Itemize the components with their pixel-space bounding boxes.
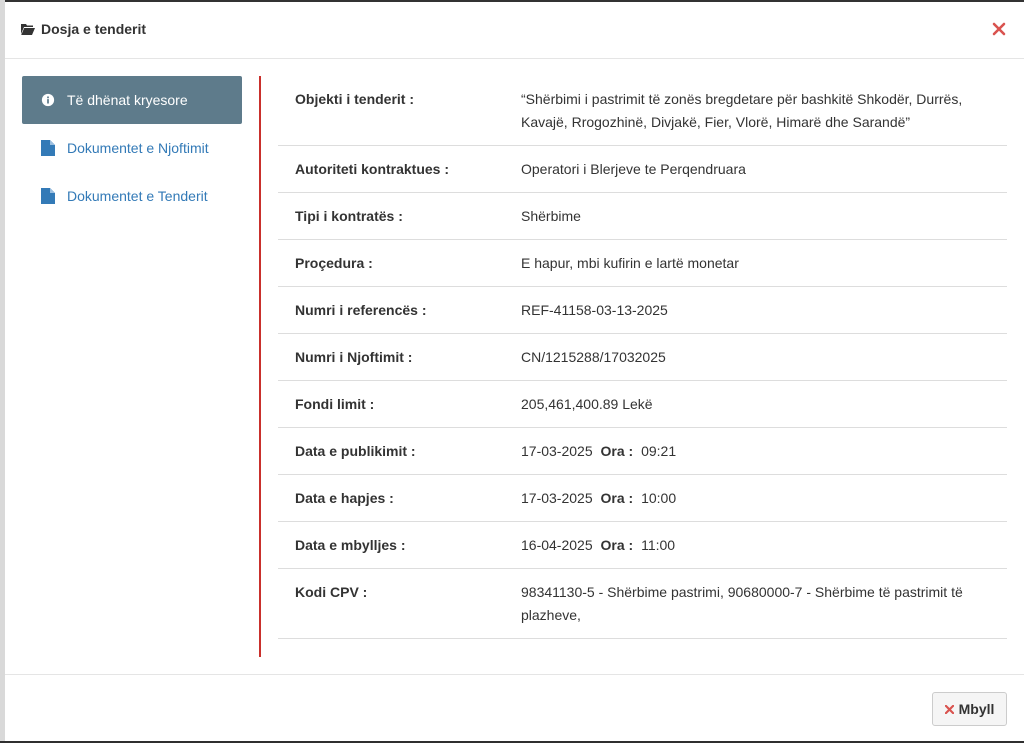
nav-item-tender-documents[interactable]: [22, 172, 242, 220]
time-label: Ora :: [600, 490, 634, 506]
info-circle-icon: [41, 92, 55, 108]
detail-row-notice-number: [278, 334, 1007, 381]
close-icon: [945, 705, 954, 714]
nav-item-notice-documents[interactable]: [22, 124, 242, 172]
modal-title-text: Dosja e tenderit: [41, 21, 147, 37]
modal-body: [5, 59, 1024, 674]
date-value: 17-03-2025: [521, 443, 593, 459]
detail-label: Data e hapjes :: [295, 490, 394, 506]
file-icon: [41, 188, 55, 204]
detail-value: [521, 522, 1007, 568]
tender-details-table: [278, 76, 1007, 639]
tender-dossier-modal: [5, 0, 1024, 741]
detail-row-reference-number: [278, 287, 1007, 334]
detail-value: 98341130-5 - Shërbime pastrimi, 90680000-7 - Shërbime të pastrimit të plazheve,: [521, 584, 963, 623]
time-label: Ora :: [600, 537, 634, 553]
detail-value: Operatori i Blerjeve te Perqendruara: [521, 161, 746, 177]
detail-row-publication-date: [278, 428, 1007, 475]
detail-label: Numri i Njoftimit :: [295, 349, 413, 365]
detail-row-object: [278, 76, 1007, 146]
time-value: 09:21: [641, 443, 677, 459]
detail-row-opening-date: [278, 475, 1007, 522]
detail-value: 205,461,400.89 Lekë: [521, 396, 653, 412]
date-value: 17-03-2025: [521, 490, 593, 506]
detail-row-authority: [278, 146, 1007, 193]
detail-row-closing-date: [278, 522, 1007, 569]
nav-item-label: Dokumentet e Njoftimit: [67, 140, 209, 156]
detail-label: Numri i referencës :: [295, 302, 427, 318]
folder-open-icon: [21, 23, 35, 35]
time-label: Ora :: [600, 443, 634, 459]
modal-header: [5, 2, 1024, 59]
detail-label: Objekti i tenderit :: [295, 91, 415, 107]
detail-row-limit-fund: [278, 381, 1007, 428]
detail-value: Shërbime: [521, 208, 581, 224]
close-button[interactable]: [932, 692, 1007, 726]
detail-row-cpv-code: [278, 569, 1007, 639]
detail-label: Kodi CPV :: [295, 584, 368, 600]
time-value: 11:00: [641, 537, 676, 553]
detail-value: CN/1215288/17032025: [521, 349, 666, 365]
detail-value: [521, 428, 1007, 474]
detail-label: Autoriteti kontraktues :: [295, 161, 450, 177]
date-value: 16-04-2025: [521, 537, 593, 553]
detail-label: Tipi i kontratës :: [295, 208, 403, 224]
detail-row-contract-type: [278, 193, 1007, 240]
detail-row-procedure: [278, 240, 1007, 287]
detail-value: “Shërbimi i pastrimit të zonës bregdetare për bashkitë Shkodër, Durrës, Kavajë, Rrogozhinë, Divjakë, Fier, Vlorë, Himarë dhe Sarandë”: [521, 91, 963, 130]
detail-value: [521, 475, 1007, 521]
file-icon: [41, 140, 55, 156]
modal-title: [21, 21, 146, 37]
detail-label: Fondi limit :: [295, 396, 375, 412]
detail-value: REF-41158-03-13-2025: [521, 302, 668, 318]
detail-label: Proçedura :: [295, 255, 373, 271]
section-divider: [259, 76, 261, 657]
nav-item-main-data[interactable]: [22, 76, 242, 124]
close-button-label: Mbyll: [958, 701, 995, 717]
tender-sections-nav: [22, 76, 242, 220]
nav-item-label: Dokumentet e Tenderit: [67, 188, 208, 204]
detail-value: E hapur, mbi kufirin e lartë monetar: [521, 255, 739, 271]
modal-footer: [5, 674, 1024, 743]
detail-label: Data e mbylljes :: [295, 537, 406, 553]
detail-label: Data e publikimit :: [295, 443, 416, 459]
nav-item-label: Të dhënat kryesore: [67, 92, 188, 108]
time-value: 10:00: [641, 490, 677, 506]
close-icon[interactable]: [992, 22, 1006, 36]
